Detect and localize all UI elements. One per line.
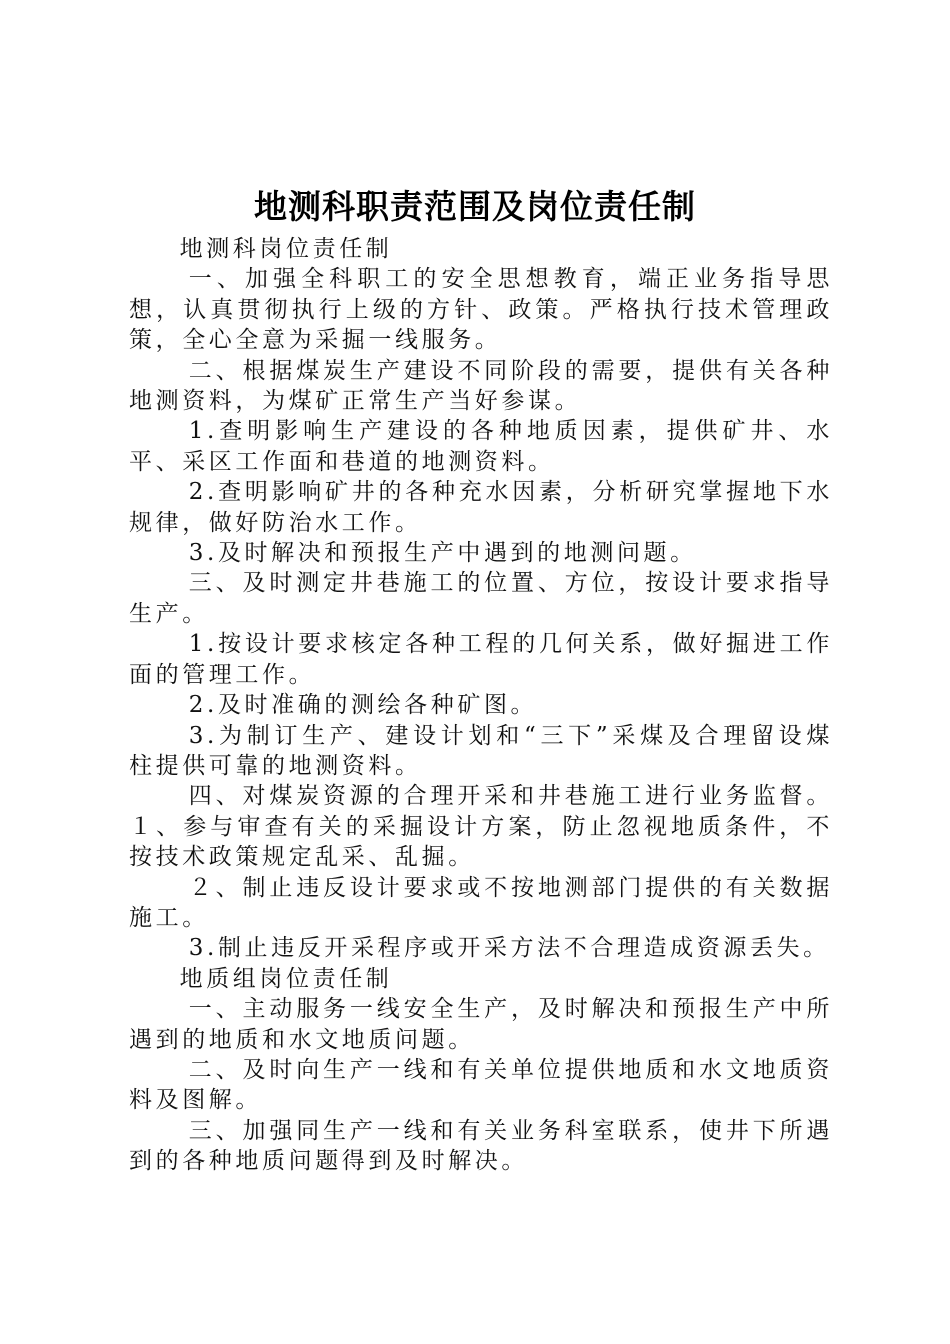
paragraph: 一、主动服务一线安全生产，及时解决和预报生产中所遇到的地质和水文地质问题。 <box>129 996 833 1053</box>
paragraph: 三、及时测定井巷施工的位置、方位，按设计要求指导生产。 <box>129 570 833 627</box>
paragraph: 3.为制订生产、建设计划和“三下”采煤及合理留设煤柱提供可靠的地测资料。 <box>129 722 833 779</box>
document-body <box>129 234 833 1177</box>
paragraph: 1.查明影响生产建设的各种地质因素，提供矿井、水平、采区工作面和巷道的地测资料。 <box>129 418 833 475</box>
paragraph: 1.按设计要求核定各种工程的几何关系，做好掘进工作面的管理工作。 <box>129 631 833 688</box>
paragraph: 2.查明影响矿井的各种充水因素，分析研究掌握地下水规律，做好防治水工作。 <box>129 479 833 536</box>
paragraph: ２、制止违反设计要求或不按地测部门提供的有关数据施工。 <box>129 874 833 931</box>
paragraph: 三、加强同生产一线和有关业务科室联系，使井下所遇到的各种地质问题得到及时解决。 <box>129 1117 833 1175</box>
section-heading: 地质组岗位责任制 <box>179 965 393 992</box>
document-title: 地测科职责范围及岗位责任制 <box>254 187 696 226</box>
paragraph: 2.及时准确的测绘各种矿图。 <box>188 692 538 719</box>
paragraph: 3.及时解决和预报生产中遇到的地测问题。 <box>188 540 697 567</box>
paragraph: 四、对煤炭资源的合理开采和井巷施工进行业务监督。１、参与审查有关的采掘设计方案，防止忽视地质条件，不按技术政策规定乱采、乱掘。 <box>129 783 833 871</box>
paragraph: 二、根据煤炭生产建设不同阶段的需要，提供有关各种地测资料，为煤矿正常生产当好参谋。 <box>129 357 833 415</box>
paragraph: 一、加强全科职工的安全思想教育，端正业务指导思想，认真贯彻执行上级的方针、政策。严格执行技术管理政策，全心全意为采掘一线服务。 <box>129 266 833 354</box>
paragraph: 3.制止违反开采程序或开采方法不合理造成资源丢失。 <box>188 935 830 962</box>
section-heading: 地测科岗位责任制 <box>179 236 393 262</box>
paragraph: 二、及时向生产一线和有关单位提供地质和水文地质资料及图解。 <box>129 1056 833 1114</box>
